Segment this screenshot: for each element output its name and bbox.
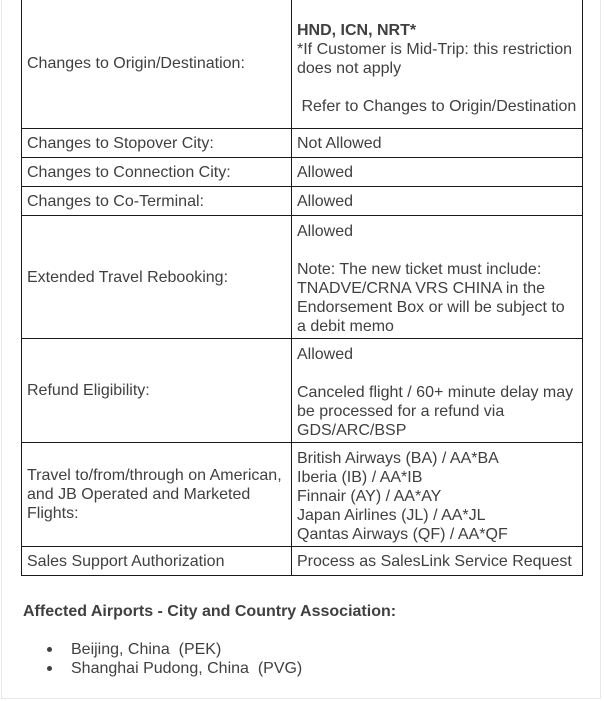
airline-code-item: Japan Airlines (JL) / AA*JL (297, 507, 486, 524)
rebooking-note: Note: The new ticket must include: TNADVE/CRNA VRS CHINA in the Endorsement Box or will be subject to a debit memo (297, 261, 565, 335)
bullet-icon (47, 647, 52, 652)
row-value: Not Allowed (292, 129, 583, 158)
affected-airports-list (23, 640, 302, 678)
airport-name: Shanghai Pudong, China (PVG) (71, 660, 303, 677)
mid-trip-note: *If Customer is Mid-Trip: this restriction does not apply (297, 41, 573, 77)
restrictions-table (21, 0, 583, 576)
table-row (22, 187, 583, 216)
list-item (23, 659, 302, 678)
row-value (292, 443, 583, 547)
row-label: Extended Travel Rebooking: (22, 216, 292, 339)
affected-airports-heading: Affected Airports - City and Country Association: (23, 603, 397, 620)
refund-note: Canceled flight / 60+ minute delay may be processed for a refund via GDS/ARC/BSP (297, 384, 574, 439)
row-label: Changes to Connection City: (22, 158, 292, 187)
table-row (22, 0, 583, 129)
row-label: Changes to Stopover City: (22, 129, 292, 158)
table-row (22, 158, 583, 187)
row-label: Refund Eligibility: (22, 339, 292, 443)
row-value: Allowed (292, 158, 583, 187)
airline-code-item: Qantas Airways (QF) / AA*QF (297, 526, 508, 543)
airline-code-item: British Airways (BA) / AA*BA (297, 450, 499, 467)
table-row (22, 129, 583, 158)
table-row (22, 339, 583, 443)
refer-note: Refer to Changes to Origin/Destination (297, 98, 577, 115)
row-label: Travel to/from/through on American, and JB Operated and Marketed Flights: (22, 443, 292, 547)
airline-code-item: Iberia (IB) / AA*IB (297, 469, 423, 486)
row-label: Changes to Origin/Destination: (22, 0, 292, 129)
row-value: Allowed (292, 187, 583, 216)
row-label: Changes to Co-Terminal: (22, 187, 292, 216)
table-row (22, 547, 583, 576)
list-item (23, 640, 302, 659)
refund-allowed: Allowed (297, 346, 354, 363)
row-value (292, 216, 583, 339)
bullet-icon (47, 666, 52, 671)
rebooking-allowed: Allowed (297, 223, 354, 240)
table-row (22, 216, 583, 339)
airport-name: Beijing, China (PEK) (71, 641, 222, 658)
table-row (22, 443, 583, 547)
row-value (292, 339, 583, 443)
affected-airports-codes: HND, ICN, NRT* (297, 22, 417, 39)
airline-code-item: Finnair (AY) / AA*AY (297, 488, 442, 505)
row-value: Process as SalesLink Service Request (292, 547, 583, 576)
row-value (292, 0, 583, 129)
row-label: Sales Support Authorization (22, 547, 292, 576)
